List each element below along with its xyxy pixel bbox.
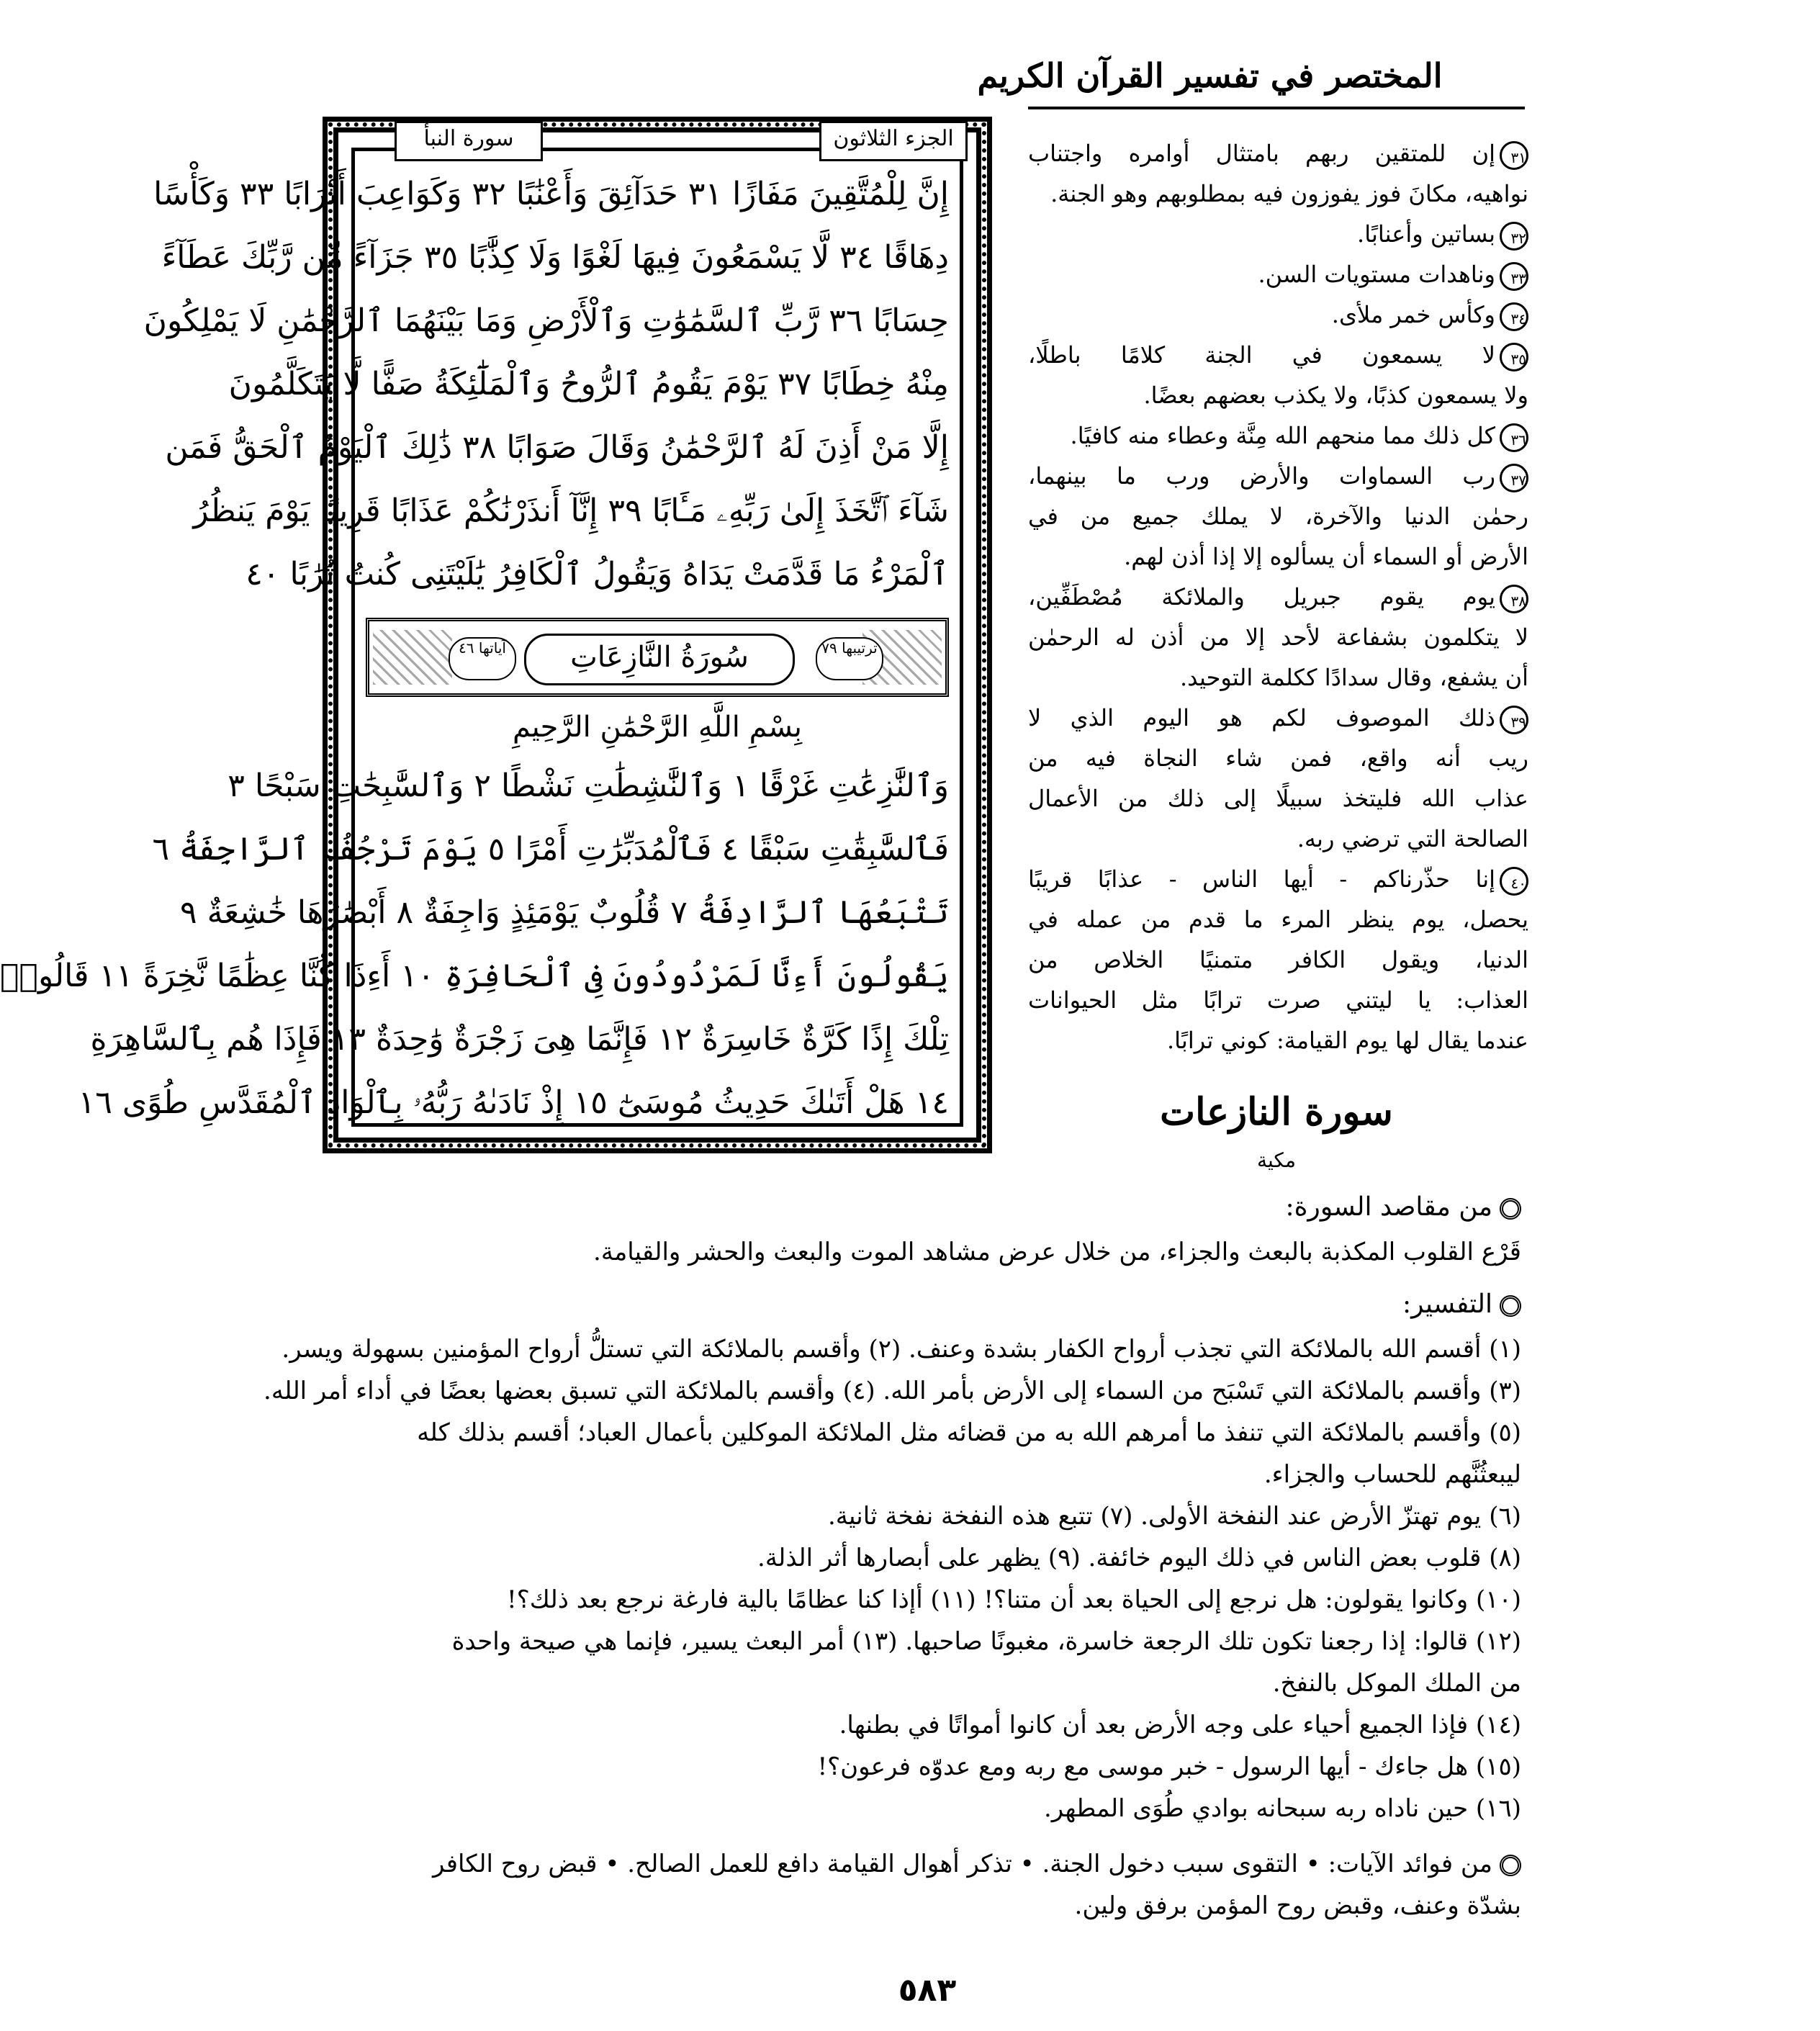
tafsir-line bbox=[1028, 657, 1528, 698]
quran-line: وَٱلنَّٰزِعَٰتِ غَرْقًا ١ وَٱلنَّٰشِطَٰتِ نَشْطًا ٢ وَٱلسَّٰبِحَٰتِ سَبْحًا ٣ bbox=[227, 767, 949, 804]
surah-type: مكية bbox=[1257, 1148, 1296, 1172]
fawaid-heading: من فوائد الآيات: bbox=[1328, 1850, 1492, 1878]
verse-number: ٣٧ bbox=[1500, 464, 1528, 492]
quran-line: إِلَّا مَنْ أَذِنَ لَهُ ٱلرَّحْمَٰنُ وَقَالَ صَوَابًا ٣٨ ذَٰلِكَ ٱلْيَوْمُ ٱلْحَقُّ فَمَن bbox=[165, 429, 949, 466]
verse-number: ٣٥ bbox=[1500, 343, 1528, 371]
banner-ornament bbox=[373, 630, 452, 685]
ornament-bullet-icon bbox=[1500, 1198, 1521, 1220]
tafsir-text: الصالحة التي ترضي ربه. bbox=[1297, 825, 1528, 852]
fawaid-text: • التقوى سبب دخول الجنة. • تذكر أهوال القيامة دافع للعمل الصالح. • قبض روح الكافر bbox=[433, 1850, 1320, 1878]
tafsir-line bbox=[1028, 415, 1528, 456]
tafsir-text: الأرض أو السماء أن يسألوه إلا إذا أذن لهم. bbox=[1124, 543, 1528, 570]
verse-number: ٣٨ bbox=[1500, 585, 1528, 613]
ornament-bullet-icon bbox=[1500, 1295, 1521, 1317]
running-head: المختصر في تفسير القرآن الكريم bbox=[977, 56, 1443, 95]
tafsir-text: يوم يقوم جبريل والملائكة مُصْطَفِّين، bbox=[1028, 583, 1495, 611]
surah-name-tag: سورة النبأ bbox=[395, 121, 543, 161]
page-number: ٥٨٣ bbox=[898, 1972, 957, 2009]
tafsir-text: عذاب الله فليتخذ سبيلًا إلى ذلك من الأعمال bbox=[1028, 785, 1528, 812]
banner-surah-title: سُورَةُ النَّازِعَاتِ bbox=[524, 634, 795, 685]
quran-line: حِسَابًا ٣٦ رَّبِّ ٱلسَّمَٰوَٰتِ وَٱلْأَرْضِ وَمَا بَيْنَهُمَا ٱلرَّحْمَٰنِ لَا يَمْلِكُونَ bbox=[143, 302, 949, 339]
tafsir-line bbox=[1028, 335, 1528, 375]
tafsir-naziat-line: (١٢) قالوا: إذا رجعنا تكون تلك الرجعة خاسرة، مغبونًا صاحبها. (١٣) أمر البعث يسير، فإنما هي صيحة واحدة bbox=[451, 1627, 1521, 1656]
banner-ayat-count: آياتها ٤٦ bbox=[449, 637, 516, 680]
tafsir-text: يحصل، يوم ينظر المرء ما قدم من عمله في bbox=[1028, 906, 1528, 933]
tafsir-naziat-line: (٨) قلوب بعض الناس في ذلك اليوم خائفة. (٩) يظهر على أبصارها أثر الذلة. bbox=[757, 1544, 1521, 1572]
tafsir-line bbox=[1028, 133, 1528, 174]
verse-number: ٣١ bbox=[1500, 141, 1528, 170]
tafsir-heading bbox=[1258, 1285, 1521, 1324]
tafsir-text: عندما يقال لها يوم القيامة: كوني ترابًا. bbox=[1167, 1027, 1528, 1054]
tafsir-text: بساتين وأعنابًا. bbox=[1357, 220, 1495, 248]
tafsir-line bbox=[1028, 738, 1528, 778]
verse-number: ٣٢ bbox=[1500, 222, 1528, 251]
quran-line: يَقُولُونَ أَءِنَّا لَمَرْدُودُونَ فِى ٱلْحَافِرَةِ ١٠ أَءِذَا كُنَّا عِظَٰمًا نَّخِرَةً ١١ قَالُوا۟ bbox=[0, 958, 949, 994]
maqasid-text: قَرْع القلوب المكذبة بالبعث والجزاء، من خلال عرض مشاهد الموت والبعث والحشر والقيامة. bbox=[593, 1238, 1521, 1266]
tafsir-text: ولا يسمعون كذبًا، ولا يكذب بعضهم بعضًا. bbox=[1143, 382, 1528, 409]
tafsir-line bbox=[1028, 536, 1528, 577]
tafsir-naziat-line: (١) أقسم الله بالملائكة التي تجذب أرواح الكفار بشدة وعنف. (٢) وأقسم بالملائكة التي تستلُّ أرواح المؤمنين بسهولة ويسر. bbox=[281, 1335, 1521, 1364]
tafsir-naziat-line: (٣) وأقسم بالملائكة التي تَسْبَح من السماء إلى الأرض بأمر الله. (٤) وأقسم بالملائكة التي تسبق بعضها بعضًا في أداء أمر الله. bbox=[263, 1377, 1521, 1405]
tafsir-line bbox=[1028, 778, 1528, 819]
tafsir-line bbox=[1028, 174, 1528, 214]
maqasid-heading-text: من مقاصد السورة: bbox=[1285, 1192, 1492, 1222]
quran-line: تَتْبَعُهَا ٱلرَّادِفَةُ ٧ قُلُوبٌ يَوْمَئِذٍ وَاجِفَةٌ ٨ أَبْصَٰرُهَا خَٰشِعَةٌ ٩ bbox=[180, 894, 949, 931]
tafsir-line bbox=[1028, 294, 1528, 335]
tafsir-text: رحمٰن الدنيا والآخرة، لا يملك جميع من في bbox=[1028, 503, 1528, 530]
tafsir-naziat-line: (٦) يوم تهتزّ الأرض عند النفخة الأولى. (٧) تتبع هذه النفخة نفخة ثانية. bbox=[827, 1502, 1521, 1531]
tafsir-text: أن يشفع، وقال سدادًا ككلمة التوحيد. bbox=[1179, 664, 1528, 691]
tafsir-line bbox=[1028, 980, 1528, 1020]
tafsir-text: لا يسمعون في الجنة كلامًا باطلًا، bbox=[1028, 341, 1495, 369]
tafsir-text: وناهدات مستويات السن. bbox=[1258, 261, 1495, 288]
tafsir-text: إنا حذّرناكم - أيها الناس - عذابًا قريبًا bbox=[1028, 865, 1495, 893]
maqasid-heading bbox=[1114, 1188, 1521, 1227]
tafsir-line bbox=[1028, 698, 1528, 738]
quran-line: ١٤ هَلْ أَتَىٰكَ حَدِيثُ مُوسَىٰٓ ١٥ إِذْ نَادَىٰهُ رَبُّهُۥ بِٱلْوَادِ ٱلْمُقَدَّسِ طُوًى ١٦ bbox=[78, 1084, 949, 1121]
tafsir-text: ذلك الموصوف لكم هو اليوم الذي لا bbox=[1028, 704, 1495, 731]
verse-number: ٣٩ bbox=[1500, 706, 1528, 734]
tafsir-line bbox=[1028, 375, 1528, 415]
quran-line: دِهَاقًا ٣٤ لَّا يَسْمَعُونَ فِيهَا لَغْوًا وَلَا كِذَّٰبًا ٣٥ جَزَآءً مِّن رَّبِّكَ عَطَآءً bbox=[161, 239, 949, 276]
fawaid-line bbox=[323, 1843, 1521, 1885]
quran-line: إِنَّ لِلْمُتَّقِينَ مَفَازًا ٣١ حَدَآئِقَ وَأَعْنَٰبًا ٣٢ وَكَوَاعِبَ أَتْرَابًا ٣٣ وَكَأْسًا bbox=[153, 176, 949, 212]
banner-surah-order: ترتيبها ٧٩ bbox=[816, 637, 883, 680]
tafsir-naziat-line: ليبعثُنَّهم للحساب والجزاء. bbox=[1263, 1460, 1521, 1489]
tafsir-naziat-line: (١٠) وكانوا يقولون: هل نرجع إلى الحياة بعد أن متنا؟! (١١) أإذا كنا عظامًا بالية فارغة نرجع بعد ذلك؟! bbox=[507, 1585, 1521, 1614]
tafsir-text: لا يتكلمون بشفاعة لأحد إلا من أذن له الرحمٰن bbox=[1028, 623, 1528, 651]
verse-number: ٣٤ bbox=[1500, 302, 1528, 331]
verse-number: ٣٦ bbox=[1500, 423, 1528, 452]
basmala: بِسْمِ اللَّهِ الرَّحْمَٰنِ الرَّحِيمِ bbox=[512, 711, 803, 744]
tafsir-line bbox=[1028, 254, 1528, 294]
header-rule bbox=[1028, 107, 1525, 109]
tafsir-heading-text: التفسير: bbox=[1402, 1289, 1492, 1319]
tafsir-text: إن للمتقين ربهم بامتثال أوامره واجتناب bbox=[1028, 140, 1495, 167]
tafsir-line bbox=[1028, 819, 1528, 859]
tafsir-text: العذاب: يا ليتني صرت ترابًا مثل الحيوانات bbox=[1028, 986, 1528, 1014]
tafsir-naziat-line: (١٤) فإذا الجميع أحياء على وجه الأرض بعد أن كانوا أمواتًا في بطنها. bbox=[839, 1711, 1521, 1739]
tafsir-text: وكأس خمر ملأى. bbox=[1331, 301, 1495, 328]
quran-line: فَٱلسَّٰبِقَٰتِ سَبْقًا ٤ فَٱلْمُدَبِّرَٰتِ أَمْرًا ٥ يَوْمَ تَرْجُفُ ٱلرَّاجِفَةُ ٦ bbox=[152, 831, 949, 868]
ornament-bullet-icon bbox=[1500, 1855, 1521, 1876]
tafsir-text: الدنيا، ويقول الكافر متمنيًا الخلاص من bbox=[1028, 946, 1528, 973]
tafsir-text: كل ذلك مما منحهم الله مِنَّة وعطاء منه كافيًا. bbox=[1070, 422, 1495, 449]
juz-label: الجزء الثلاثون bbox=[819, 121, 968, 161]
quran-line: ٱلْمَرْءُ مَا قَدَّمَتْ يَدَاهُ وَيَقُولُ ٱلْكَافِرُ يَٰلَيْتَنِى كُنتُ تُرَٰبًا ٤٠ bbox=[245, 556, 949, 593]
tafsir-line bbox=[1028, 940, 1528, 980]
verse-number: ٣٣ bbox=[1500, 262, 1528, 291]
quran-line: شَآءَ ٱتَّخَذَ إِلَىٰ رَبِّهِۦ مَـَٔابًا ٣٩ إِنَّآ أَنذَرْنَٰكُمْ عَذَابًا قَرِيبًا يَوْمَ يَنظُرُ bbox=[193, 492, 949, 529]
tafsir-naziat-line: (٥) وأقسم بالملائكة التي تنفذ ما أمرهم الله به من قضائه مثل الملائكة الموكلين بأعمال العباد؛ أقسم بذلك كله bbox=[417, 1418, 1521, 1447]
tafsir-text: نواهيه، مكانَ فوز يفوزون فيه بمطلوبهم وهو الجنة. bbox=[1050, 180, 1528, 207]
surah-heading: سورة النازعات bbox=[1160, 1090, 1393, 1134]
tafsir-naziat-line: (١٥) هل جاءك - أيها الرسول - خبر موسى مع ربه ومع عدوّه فرعون؟! bbox=[817, 1752, 1521, 1781]
quran-line: تِلْكَ إِذًا كَرَّةٌ خَاسِرَةٌ ١٢ فَإِنَّمَا هِىَ زَجْرَةٌ وَٰحِدَةٌ ١٣ فَإِذَا هُم بِٱلسَّاهِرَةِ bbox=[90, 1021, 949, 1058]
tafsir-line bbox=[1028, 899, 1528, 940]
quran-line: مِنْهُ خِطَابًا ٣٧ يَوْمَ يَقُومُ ٱلرُّوحُ وَٱلْمَلَٰٓئِكَةُ صَفًّا لَّا يَتَكَلَّمُونَ bbox=[228, 366, 949, 402]
tafsir-naziat-line: (١٦) حين ناداه ربه سبحانه بوادي طُوَى المطهر. bbox=[1043, 1794, 1521, 1823]
fawaid-line: بشدّة وعنف، وقبض روح المؤمن برفق ولين. bbox=[1074, 1891, 1521, 1920]
tafsir-line bbox=[1028, 496, 1528, 536]
tafsir-text: ريب أنه واقع، فمن شاء النجاة فيه من bbox=[1028, 744, 1528, 772]
tafsir-text: رب السماوات والأرض ورب ما بينهما، bbox=[1028, 462, 1495, 490]
tafsir-line bbox=[1028, 859, 1528, 899]
tafsir-line bbox=[1028, 214, 1528, 254]
tafsir-line bbox=[1028, 1020, 1528, 1060]
tafsir-line bbox=[1028, 456, 1528, 496]
tafsir-line bbox=[1028, 617, 1528, 657]
tafsir-line bbox=[1028, 577, 1528, 617]
verse-number: ٤٠ bbox=[1500, 867, 1528, 896]
tafsir-naziat-line: من الملك الموكل بالنفخ. bbox=[1272, 1669, 1521, 1698]
